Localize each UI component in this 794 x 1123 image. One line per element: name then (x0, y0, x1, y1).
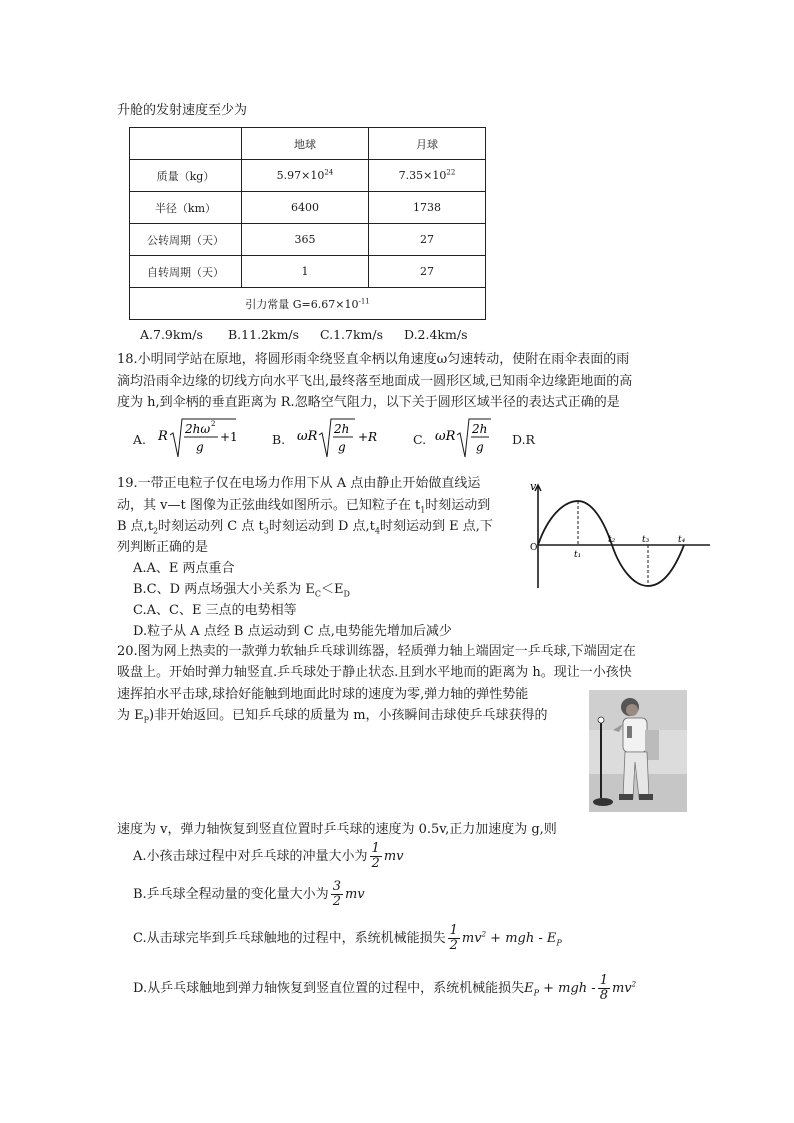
q20-line-2: 吸盘上。开始时弹力轴竖直.乒乓球处于静止状态.且到水平地而的距离为 h。现让一小孩快 (117, 665, 632, 680)
q19-option-d: D.粒子从 A 点经 B 点运动到 C 点,电势能先增加后减少 (133, 624, 452, 639)
graph-label-t3: t₃ (642, 535, 650, 545)
svg-text:ωR: ωR (297, 429, 318, 444)
q20-option-c: C.从击球完毕到乒乓球触地的过程中，系统机械能损失 $\frac{1}{2}$ $mv^2$ + mgh - $E_P$ (133, 923, 562, 953)
svg-text:+: + (358, 430, 369, 444)
q20-option-a: A.小孩击球过程中对乒乓球的冲量大小为 $\frac{1}{2}$ mv (133, 841, 404, 871)
intro-text: 升舱的发射速度至少为 (117, 103, 248, 118)
table-cell: 27 (369, 224, 486, 256)
svg-text:2hω: 2hω (185, 422, 211, 436)
q19-option-a: A.A、E 两点重合 (133, 561, 235, 576)
q19-option-b: B.C、D 两点场强大小关系为 $E_C<E_D$ (133, 582, 350, 599)
table-footer-row (130, 288, 486, 320)
graph-label-t1: t₁ (574, 550, 582, 560)
svg-text:2h: 2h (334, 422, 350, 436)
table-footer-cell: 引力常量 $G=6.67\times 10^{-11}$ (130, 288, 486, 320)
table-cell: 27 (369, 256, 486, 288)
q20-line-5: 速度为 v，弹力轴恢复到竖直位置时乒乓球的速度为 0.5v,正力加速度为 g,则 (117, 822, 557, 837)
q18-option-b-formula (295, 413, 380, 463)
svg-text:g: g (338, 440, 346, 454)
svg-text:ωR: ωR (435, 429, 456, 444)
q20-option-b: B.乒乓球全程动量的变化量大小为 $\frac{3}{2}$ mv (133, 879, 365, 909)
table-cell: 365 (242, 224, 369, 256)
table-row (130, 224, 486, 256)
q18-option-d: D.R (512, 432, 535, 447)
table-header-cell (130, 128, 242, 160)
table-header-cell: 地球 (242, 128, 369, 160)
svg-text:g: g (196, 440, 204, 454)
q18-option-a-label: A. (133, 432, 147, 447)
table-cell: 1 (242, 256, 369, 288)
graph-label-origin: O (530, 543, 538, 553)
q19-line-2: 动，其 v—t 图像为正弦曲线如图所示。已知粒子在 $t_1$时刻运动到 (117, 498, 491, 515)
q18-option-b-label: B. (272, 432, 286, 447)
q20-option-d: D.从乒乓球触地到弹力轴恢复到竖直位置的过程中，系统机械能损失$E_P$ + mgh - $\frac{1}{8}$ $mv^2$ (133, 973, 637, 1003)
q18-option-a-formula (156, 413, 238, 463)
q18-option-c-formula (433, 413, 493, 463)
q19-line-4: 列判断正确的是 (117, 540, 209, 555)
trainer-photo (589, 690, 687, 812)
q18-line-3: 度为 h,到伞柄的垂直距离为 R.忽略空气阻力，以下关于圆形区域半径的表达式正确的是 (117, 395, 620, 410)
table-cell: 6400 (242, 192, 369, 224)
svg-text:+1: +1 (220, 430, 238, 444)
vt-graph (524, 476, 714, 591)
q19-line-3: B 点$,t_2$时刻运动列 C 点 $t_3$时刻运动到 D 点$,t_4$时刻运动到 E 点,下 (117, 519, 493, 536)
table-cell: 质量（kg） (130, 160, 242, 192)
svg-text:2h: 2h (472, 422, 488, 436)
table-header-cell: 月球 (369, 128, 486, 160)
q17-option-a: A.7.9km/s (140, 327, 203, 342)
table-cell: 1738 (369, 192, 486, 224)
svg-text:R: R (158, 429, 168, 444)
graph-label-t2: t₂ (608, 535, 616, 545)
table-row (130, 160, 486, 192)
svg-text:2: 2 (211, 420, 216, 428)
table-cell: 半径（km） (130, 192, 242, 224)
graph-label-v: v (530, 480, 537, 493)
q17-option-b: B.11.2km/s (228, 327, 300, 342)
table-row (130, 256, 486, 288)
table-cell: 自转周期（天） (130, 256, 242, 288)
planet-data-table (129, 127, 486, 320)
q17-option-c: C.1.7km/s (320, 327, 384, 342)
svg-text:R: R (368, 430, 378, 444)
q20-line-1: 20.图为网上热卖的一款弹力软轴乒乓球训练器，轻质弹力轴上端固定一乒乓球,下端固定在 (117, 644, 636, 659)
q19-line-1: 19.一带正电粒子仅在电场力作用下从 A 点由静止开始做直线运 (117, 476, 481, 491)
q18-line-1: 18.小明同学站在原地，将圆形雨伞绕竖直伞柄以角速度ω匀速转动，使附在雨伞表面的雨 (117, 352, 630, 367)
table-cell: $7.35\times 10^{22}$ (369, 160, 486, 192)
q19-option-c: C.A、C、E 三点的电势相等 (133, 603, 297, 618)
table-row (130, 192, 486, 224)
q20-line-4: 为 $E_P$)非开始返回。已知乒乓球的质量为 m，小孩瞬间击球使乒乓球获得的 (117, 708, 548, 725)
table-header-row (130, 128, 486, 160)
table-cell: 公转周期（天） (130, 224, 242, 256)
table-cell: $5.97\times 10^{24}$ (242, 160, 369, 192)
graph-label-t4: t₄ (678, 535, 686, 545)
q20-line-3: 速挥拍水平击球,球拾好能触到地面此时球的速度为零,弹力轴的弹性势能 (117, 687, 529, 702)
q17-option-d: D.2.4km/s (404, 327, 468, 342)
q18-line-2: 滴均沿雨伞边缘的切线方向水平飞出,最终落至地面成一圆形区域,已知雨伞边缘距地面的高 (117, 374, 633, 389)
q18-option-c-label: C. (413, 432, 427, 447)
svg-text:g: g (476, 440, 484, 454)
